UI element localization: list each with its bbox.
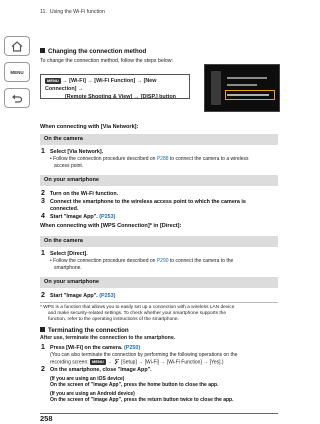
on-camera-header: On the camera bbox=[40, 134, 278, 145]
camera-screen-sidebar bbox=[211, 71, 221, 105]
via-network-title: When connecting with [Via Network]: bbox=[40, 124, 139, 130]
menu-button[interactable] bbox=[4, 62, 30, 82]
chapter-title: Using the Wi-Fi function bbox=[49, 9, 105, 15]
table-rule bbox=[40, 302, 278, 303]
step-note: (You can also terminate the connection by performing the following operations on the bbox=[50, 352, 238, 358]
camera-screen-selection bbox=[225, 90, 275, 100]
changing-intro: To change the connection method, follow the steps below: bbox=[40, 58, 173, 64]
menu-chip: MENU bbox=[47, 77, 59, 83]
step-text-part: Start "Image App". bbox=[50, 293, 100, 299]
menu-label: MENU bbox=[10, 69, 24, 75]
page-link[interactable]: (P253) bbox=[99, 214, 116, 220]
step-number: 1 bbox=[41, 344, 45, 351]
menu-chip: MENU bbox=[92, 359, 104, 364]
section-square-icon bbox=[40, 48, 45, 53]
step-text bbox=[50, 293, 115, 300]
bullet-text: • Follow the connection procedure described on bbox=[50, 156, 157, 162]
step-note-cont bbox=[50, 359, 224, 366]
step-number: 2 bbox=[41, 366, 45, 373]
step-number: 1 bbox=[41, 148, 45, 155]
android-instruction: On the screen of "Image App", press the return button twice to close the app. bbox=[50, 397, 234, 403]
ios-instruction: On the screen of "Image App", press the home button to close the app. bbox=[50, 382, 219, 388]
step-text-part: Start "Image App". bbox=[50, 214, 100, 220]
page-number: 258 bbox=[40, 414, 53, 423]
terminating-intro: After use, terminate the connection to the smartphone. bbox=[40, 335, 176, 341]
menu-path-line2: [Remote Shooting & View] → [DISP.] button bbox=[65, 94, 176, 100]
page-link[interactable]: P288 bbox=[156, 156, 169, 162]
home-icon bbox=[11, 41, 23, 52]
menu-path-line1-text: → [Wi-Fi] → [Wi-Fi Function] → [New Connection] → bbox=[45, 78, 157, 92]
menu-path-box bbox=[40, 74, 190, 99]
camera-screen-line bbox=[227, 84, 257, 86]
wps-title: When connecting with [WPS Connection]* in [Direct]: bbox=[40, 223, 182, 229]
step-number: 1 bbox=[41, 250, 45, 257]
on-smartphone-header: On your smartphone bbox=[40, 277, 278, 288]
changing-section-title bbox=[40, 48, 146, 55]
step-text-cont: connected. bbox=[50, 206, 79, 212]
step-text: Select [Via Network]. bbox=[50, 149, 104, 155]
step-text: Turn on the Wi-Fi function. bbox=[50, 191, 119, 197]
step-text: Select [Direct]. bbox=[50, 251, 88, 257]
page-link[interactable]: P290 bbox=[156, 258, 169, 264]
chapter-header bbox=[40, 9, 105, 15]
changing-title-text: Changing the connection method bbox=[48, 48, 147, 55]
android-heading: (If you are using an Android device) bbox=[50, 391, 135, 397]
step-number: 2 bbox=[41, 190, 45, 197]
menu-path-line1 bbox=[45, 77, 185, 93]
page-link[interactable]: (P253) bbox=[99, 293, 116, 299]
step-text: On the smartphone, close "Image App". bbox=[50, 367, 152, 373]
step-bullet bbox=[50, 258, 233, 265]
wps-footnote-cont: function, refer to the operating instructions of the smartphone. bbox=[48, 317, 179, 322]
note-text: recording screen: bbox=[50, 359, 91, 366]
step-text bbox=[50, 214, 115, 221]
page-link[interactable]: (P250) bbox=[123, 345, 141, 351]
terminating-title-text: Terminating the connection bbox=[48, 327, 129, 334]
bullet-text: • Follow the connection procedure described on bbox=[50, 258, 157, 264]
bullet-text: to connect the camera to the bbox=[168, 258, 234, 264]
terminating-section-title bbox=[40, 327, 129, 334]
step-number: 4 bbox=[41, 213, 45, 220]
step-number: 3 bbox=[41, 198, 45, 205]
wps-footnote-cont: and make security-related settings. To check whether your smartphone supports the bbox=[48, 311, 227, 316]
chapter-number: 11. bbox=[40, 9, 47, 15]
on-camera-header: On the camera bbox=[40, 236, 278, 247]
camera-screen-image bbox=[204, 64, 280, 112]
back-button[interactable] bbox=[4, 88, 30, 108]
step-bullet-cont: access point. bbox=[54, 163, 84, 169]
step-text bbox=[50, 345, 140, 352]
step-bullet bbox=[50, 156, 249, 163]
bullet-text: to connect the camera to a wireless bbox=[168, 156, 249, 162]
on-smartphone-header: On your smartphone bbox=[40, 175, 278, 186]
camera-screen-line bbox=[227, 77, 267, 79]
ios-heading: (If you are using an iOS device) bbox=[50, 376, 125, 382]
back-arrow-icon bbox=[11, 93, 23, 104]
step-text: Connect the smartphone to the wireless access point to which the camera is bbox=[50, 199, 246, 205]
step-text-part: Press [Wi-Fi] on the camera. bbox=[50, 345, 124, 351]
note-text: → bbox=[105, 359, 114, 366]
step-number: 2 bbox=[41, 292, 45, 299]
step-bullet-cont: smartphone. bbox=[54, 265, 82, 271]
home-button[interactable] bbox=[4, 36, 30, 56]
page-rule bbox=[40, 413, 278, 414]
section-square-icon bbox=[40, 327, 45, 332]
note-text: [Setup] → [Wi-Fi] → [Wi-Fi Function] → [Yes].) bbox=[119, 359, 224, 366]
wps-footnote: * WPS is a function that allows you to easily set up a connection with a wireless LAN device bbox=[40, 305, 235, 310]
